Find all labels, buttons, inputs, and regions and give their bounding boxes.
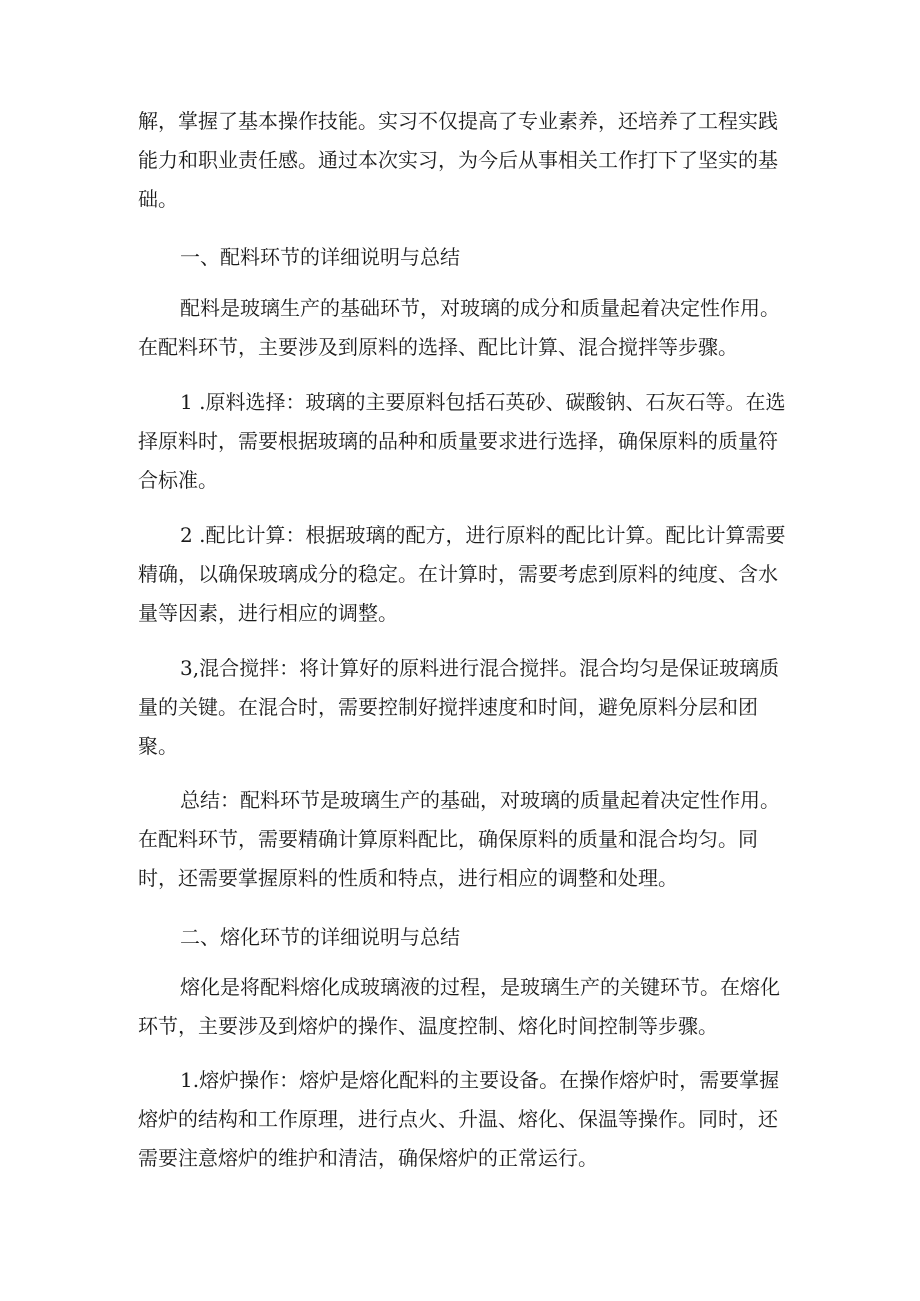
paragraph-raw-material-selection: 1 .原料选择：玻璃的主要原料包括石英砂、碳酸钠、石灰石等。在选择原料时，需要根据玻璃的品种和质量要求进行选择，确保原料的质量符合标准。 (138, 390, 786, 492)
section-heading-melting: 二、熔化环节的详细说明与总结 (180, 925, 460, 949)
paragraph-batching-overview: 配料是玻璃生产的基础环节，对玻璃的成分和质量起着决定性作用。在配料环节，主要涉及到原料的选择、配比计算、混合搅拌等步骤。 (138, 296, 780, 359)
paragraph-intro-continuation: 解，掌握了基本操作技能。实习不仅提高了专业素养，还培养了工程实践能力和职业责任感。通过本次实习，为今后从事相关工作打下了坚实的基础。 (138, 109, 778, 211)
paragraph-batching-summary: 总结：配料环节是玻璃生产的基础，对玻璃的质量起着决定性作用。在配料环节，需要精确计算原料配比，确保原料的质量和混合均匀。同时，还需要掌握原料的性质和特点，进行相应的调整和处理。 (138, 788, 780, 890)
section-heading-batching: 一、配料环节的详细说明与总结 (180, 245, 460, 269)
paragraph-mixing: 3,混合搅拌：将计算好的原料进行混合搅拌。混合均匀是保证玻璃质量的关键。在混合时，需要控制好搅拌速度和时间，避免原料分层和团聚。 (138, 656, 780, 758)
paragraph-melting-overview: 熔化是将配料熔化成玻璃液的过程，是玻璃生产的关键环节。在熔化环节，主要涉及到熔炉的操作、温度控制、熔化时间控制等步骤。 (138, 975, 780, 1038)
paragraph-ratio-calculation: 2 .配比计算：根据玻璃的配方，进行原料的配比计算。配比计算需要精确，以确保玻璃成分的稳定。在计算时，需要考虑到原料的纯度、含水量等因素，进行相应的调整。 (138, 523, 786, 625)
paragraph-furnace-operation: 1.熔炉操作：熔炉是熔化配料的主要设备。在操作熔炉时，需要掌握熔炉的结构和工作原理，进行点火、升温、熔化、保温等操作。同时，还需要注意熔炉的维护和清洁，确保熔炉的正常运行。 (138, 1068, 780, 1170)
